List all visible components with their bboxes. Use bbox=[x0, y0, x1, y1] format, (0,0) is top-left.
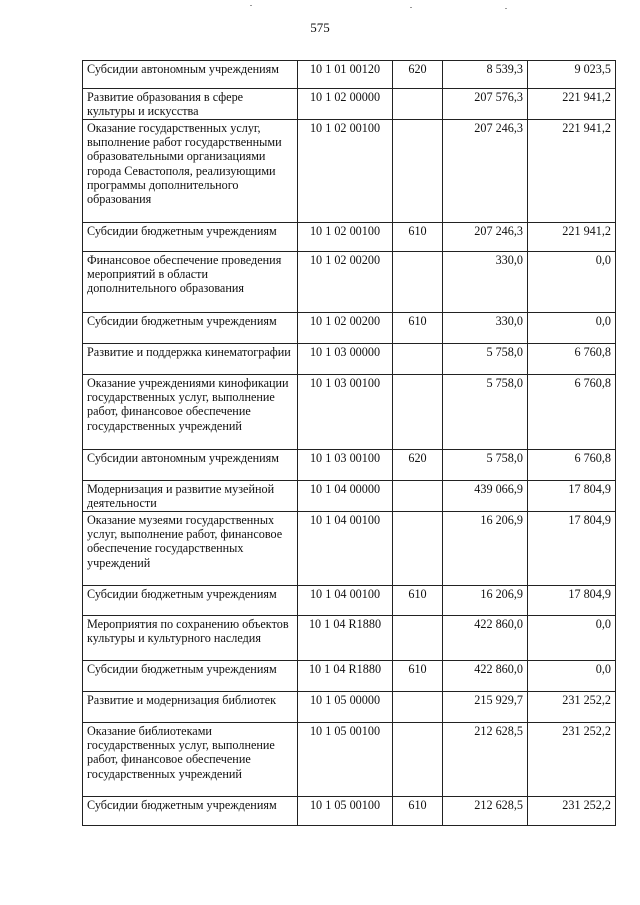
scan-artifact bbox=[505, 8, 507, 9]
target-article-code: 10 1 02 00200 bbox=[298, 252, 393, 313]
target-article-code: 10 1 04 00100 bbox=[298, 586, 393, 616]
table-row bbox=[83, 723, 616, 797]
amount-year-1: 422 860,0 bbox=[443, 661, 528, 692]
table-row bbox=[83, 375, 616, 450]
table-row bbox=[83, 586, 616, 616]
expense-name: Развитие и модернизация библиотек bbox=[83, 692, 298, 723]
table-row bbox=[83, 61, 616, 89]
amount-year-1: 5 758,0 bbox=[443, 375, 528, 450]
amount-year-1: 215 929,7 bbox=[443, 692, 528, 723]
amount-year-2: 6 760,8 bbox=[528, 450, 616, 481]
table-row bbox=[83, 344, 616, 375]
expense-type-code bbox=[393, 89, 443, 120]
target-article-code: 10 1 04 R1880 bbox=[298, 661, 393, 692]
target-article-code: 10 1 05 00100 bbox=[298, 723, 393, 797]
amount-year-1: 16 206,9 bbox=[443, 586, 528, 616]
expense-type-code bbox=[393, 512, 443, 586]
expense-type-code: 610 bbox=[393, 223, 443, 252]
amount-year-2: 17 804,9 bbox=[528, 586, 616, 616]
expense-name: Субсидии автономным учреждениям bbox=[83, 450, 298, 481]
expense-type-code bbox=[393, 692, 443, 723]
amount-year-1: 5 758,0 bbox=[443, 450, 528, 481]
scan-artifact bbox=[410, 7, 412, 8]
expense-type-code bbox=[393, 616, 443, 661]
table-row bbox=[83, 120, 616, 223]
expense-name: Субсидии бюджетным учреждениям bbox=[83, 797, 298, 826]
target-article-code: 10 1 05 00100 bbox=[298, 797, 393, 826]
target-article-code: 10 1 04 00100 bbox=[298, 512, 393, 586]
amount-year-2: 231 252,2 bbox=[528, 692, 616, 723]
expense-name: Мероприятия по сохранению объектов культуры и культурного наследия bbox=[83, 616, 298, 661]
expense-type-code bbox=[393, 252, 443, 313]
amount-year-1: 8 539,3 bbox=[443, 61, 528, 89]
expense-type-code bbox=[393, 120, 443, 223]
amount-year-1: 212 628,5 bbox=[443, 723, 528, 797]
amount-year-1: 207 576,3 bbox=[443, 89, 528, 120]
expense-name: Развитие и поддержка кинематографии bbox=[83, 344, 298, 375]
table-row bbox=[83, 481, 616, 512]
expense-name: Субсидии бюджетным учреждениям bbox=[83, 661, 298, 692]
amount-year-2: 0,0 bbox=[528, 252, 616, 313]
expense-name: Субсидии бюджетным учреждениям bbox=[83, 223, 298, 252]
amount-year-2: 221 941,2 bbox=[528, 89, 616, 120]
expense-name: Оказание учреждениями кинофикации государственных услуг, выполнение работ, финансовое обеспечение государственных учреждений bbox=[83, 375, 298, 450]
amount-year-2: 6 760,8 bbox=[528, 375, 616, 450]
table-row bbox=[83, 313, 616, 344]
expense-name: Субсидии автономным учреждениям bbox=[83, 61, 298, 89]
target-article-code: 10 1 02 00200 bbox=[298, 313, 393, 344]
amount-year-1: 330,0 bbox=[443, 313, 528, 344]
expense-name: Оказание библиотеками государственных услуг, выполнение работ, финансовое обеспечение государственных учреждений bbox=[83, 723, 298, 797]
scan-artifact bbox=[250, 5, 252, 6]
target-article-code: 10 1 01 00120 bbox=[298, 61, 393, 89]
expense-name: Субсидии бюджетным учреждениям bbox=[83, 586, 298, 616]
amount-year-1: 422 860,0 bbox=[443, 616, 528, 661]
expense-name: Оказание музеями государственных услуг, выполнение работ, финансовое обеспечение государственных учреждений bbox=[83, 512, 298, 586]
budget-table-body bbox=[83, 61, 616, 826]
amount-year-2: 231 252,2 bbox=[528, 797, 616, 826]
table-row bbox=[83, 223, 616, 252]
table-row bbox=[83, 512, 616, 586]
amount-year-2: 17 804,9 bbox=[528, 512, 616, 586]
expense-name: Финансовое обеспечение проведения мероприятий в области дополнительного образования bbox=[83, 252, 298, 313]
amount-year-1: 207 246,3 bbox=[443, 120, 528, 223]
amount-year-2: 0,0 bbox=[528, 616, 616, 661]
expense-type-code: 620 bbox=[393, 61, 443, 89]
expense-name: Оказание государственных услуг, выполнение работ государственными образовательными организациями города Севастополя, реализующими программы дополнительного образования bbox=[83, 120, 298, 223]
table-row bbox=[83, 797, 616, 826]
table-row bbox=[83, 616, 616, 661]
amount-year-2: 231 252,2 bbox=[528, 723, 616, 797]
target-article-code: 10 1 02 00100 bbox=[298, 120, 393, 223]
expense-name: Субсидии бюджетным учреждениям bbox=[83, 313, 298, 344]
target-article-code: 10 1 02 00000 bbox=[298, 89, 393, 120]
expense-type-code bbox=[393, 375, 443, 450]
target-article-code: 10 1 02 00100 bbox=[298, 223, 393, 252]
table-row bbox=[83, 252, 616, 313]
expense-name: Развитие образования в сфере культуры и искусства bbox=[83, 89, 298, 120]
amount-year-1: 212 628,5 bbox=[443, 797, 528, 826]
expense-type-code: 610 bbox=[393, 661, 443, 692]
amount-year-2: 221 941,2 bbox=[528, 120, 616, 223]
amount-year-1: 5 758,0 bbox=[443, 344, 528, 375]
amount-year-2: 17 804,9 bbox=[528, 481, 616, 512]
target-article-code: 10 1 05 00000 bbox=[298, 692, 393, 723]
expense-type-code bbox=[393, 723, 443, 797]
expense-type-code: 610 bbox=[393, 586, 443, 616]
target-article-code: 10 1 03 00100 bbox=[298, 450, 393, 481]
amount-year-2: 0,0 bbox=[528, 661, 616, 692]
amount-year-2: 9 023,5 bbox=[528, 61, 616, 89]
amount-year-1: 330,0 bbox=[443, 252, 528, 313]
expense-type-code: 620 bbox=[393, 450, 443, 481]
amount-year-1: 439 066,9 bbox=[443, 481, 528, 512]
expense-type-code: 610 bbox=[393, 797, 443, 826]
expense-name: Модернизация и развитие музейной деятельности bbox=[83, 481, 298, 512]
target-article-code: 10 1 03 00100 bbox=[298, 375, 393, 450]
target-article-code: 10 1 04 R1880 bbox=[298, 616, 393, 661]
page-number: 575 bbox=[310, 20, 330, 35]
expense-type-code bbox=[393, 344, 443, 375]
amount-year-2: 221 941,2 bbox=[528, 223, 616, 252]
amount-year-1: 207 246,3 bbox=[443, 223, 528, 252]
table-row bbox=[83, 89, 616, 120]
table-row bbox=[83, 450, 616, 481]
budget-table bbox=[82, 60, 616, 826]
table-row bbox=[83, 661, 616, 692]
amount-year-1: 16 206,9 bbox=[443, 512, 528, 586]
expense-type-code bbox=[393, 481, 443, 512]
amount-year-2: 0,0 bbox=[528, 313, 616, 344]
expense-type-code: 610 bbox=[393, 313, 443, 344]
target-article-code: 10 1 04 00000 bbox=[298, 481, 393, 512]
amount-year-2: 6 760,8 bbox=[528, 344, 616, 375]
target-article-code: 10 1 03 00000 bbox=[298, 344, 393, 375]
table-row bbox=[83, 692, 616, 723]
